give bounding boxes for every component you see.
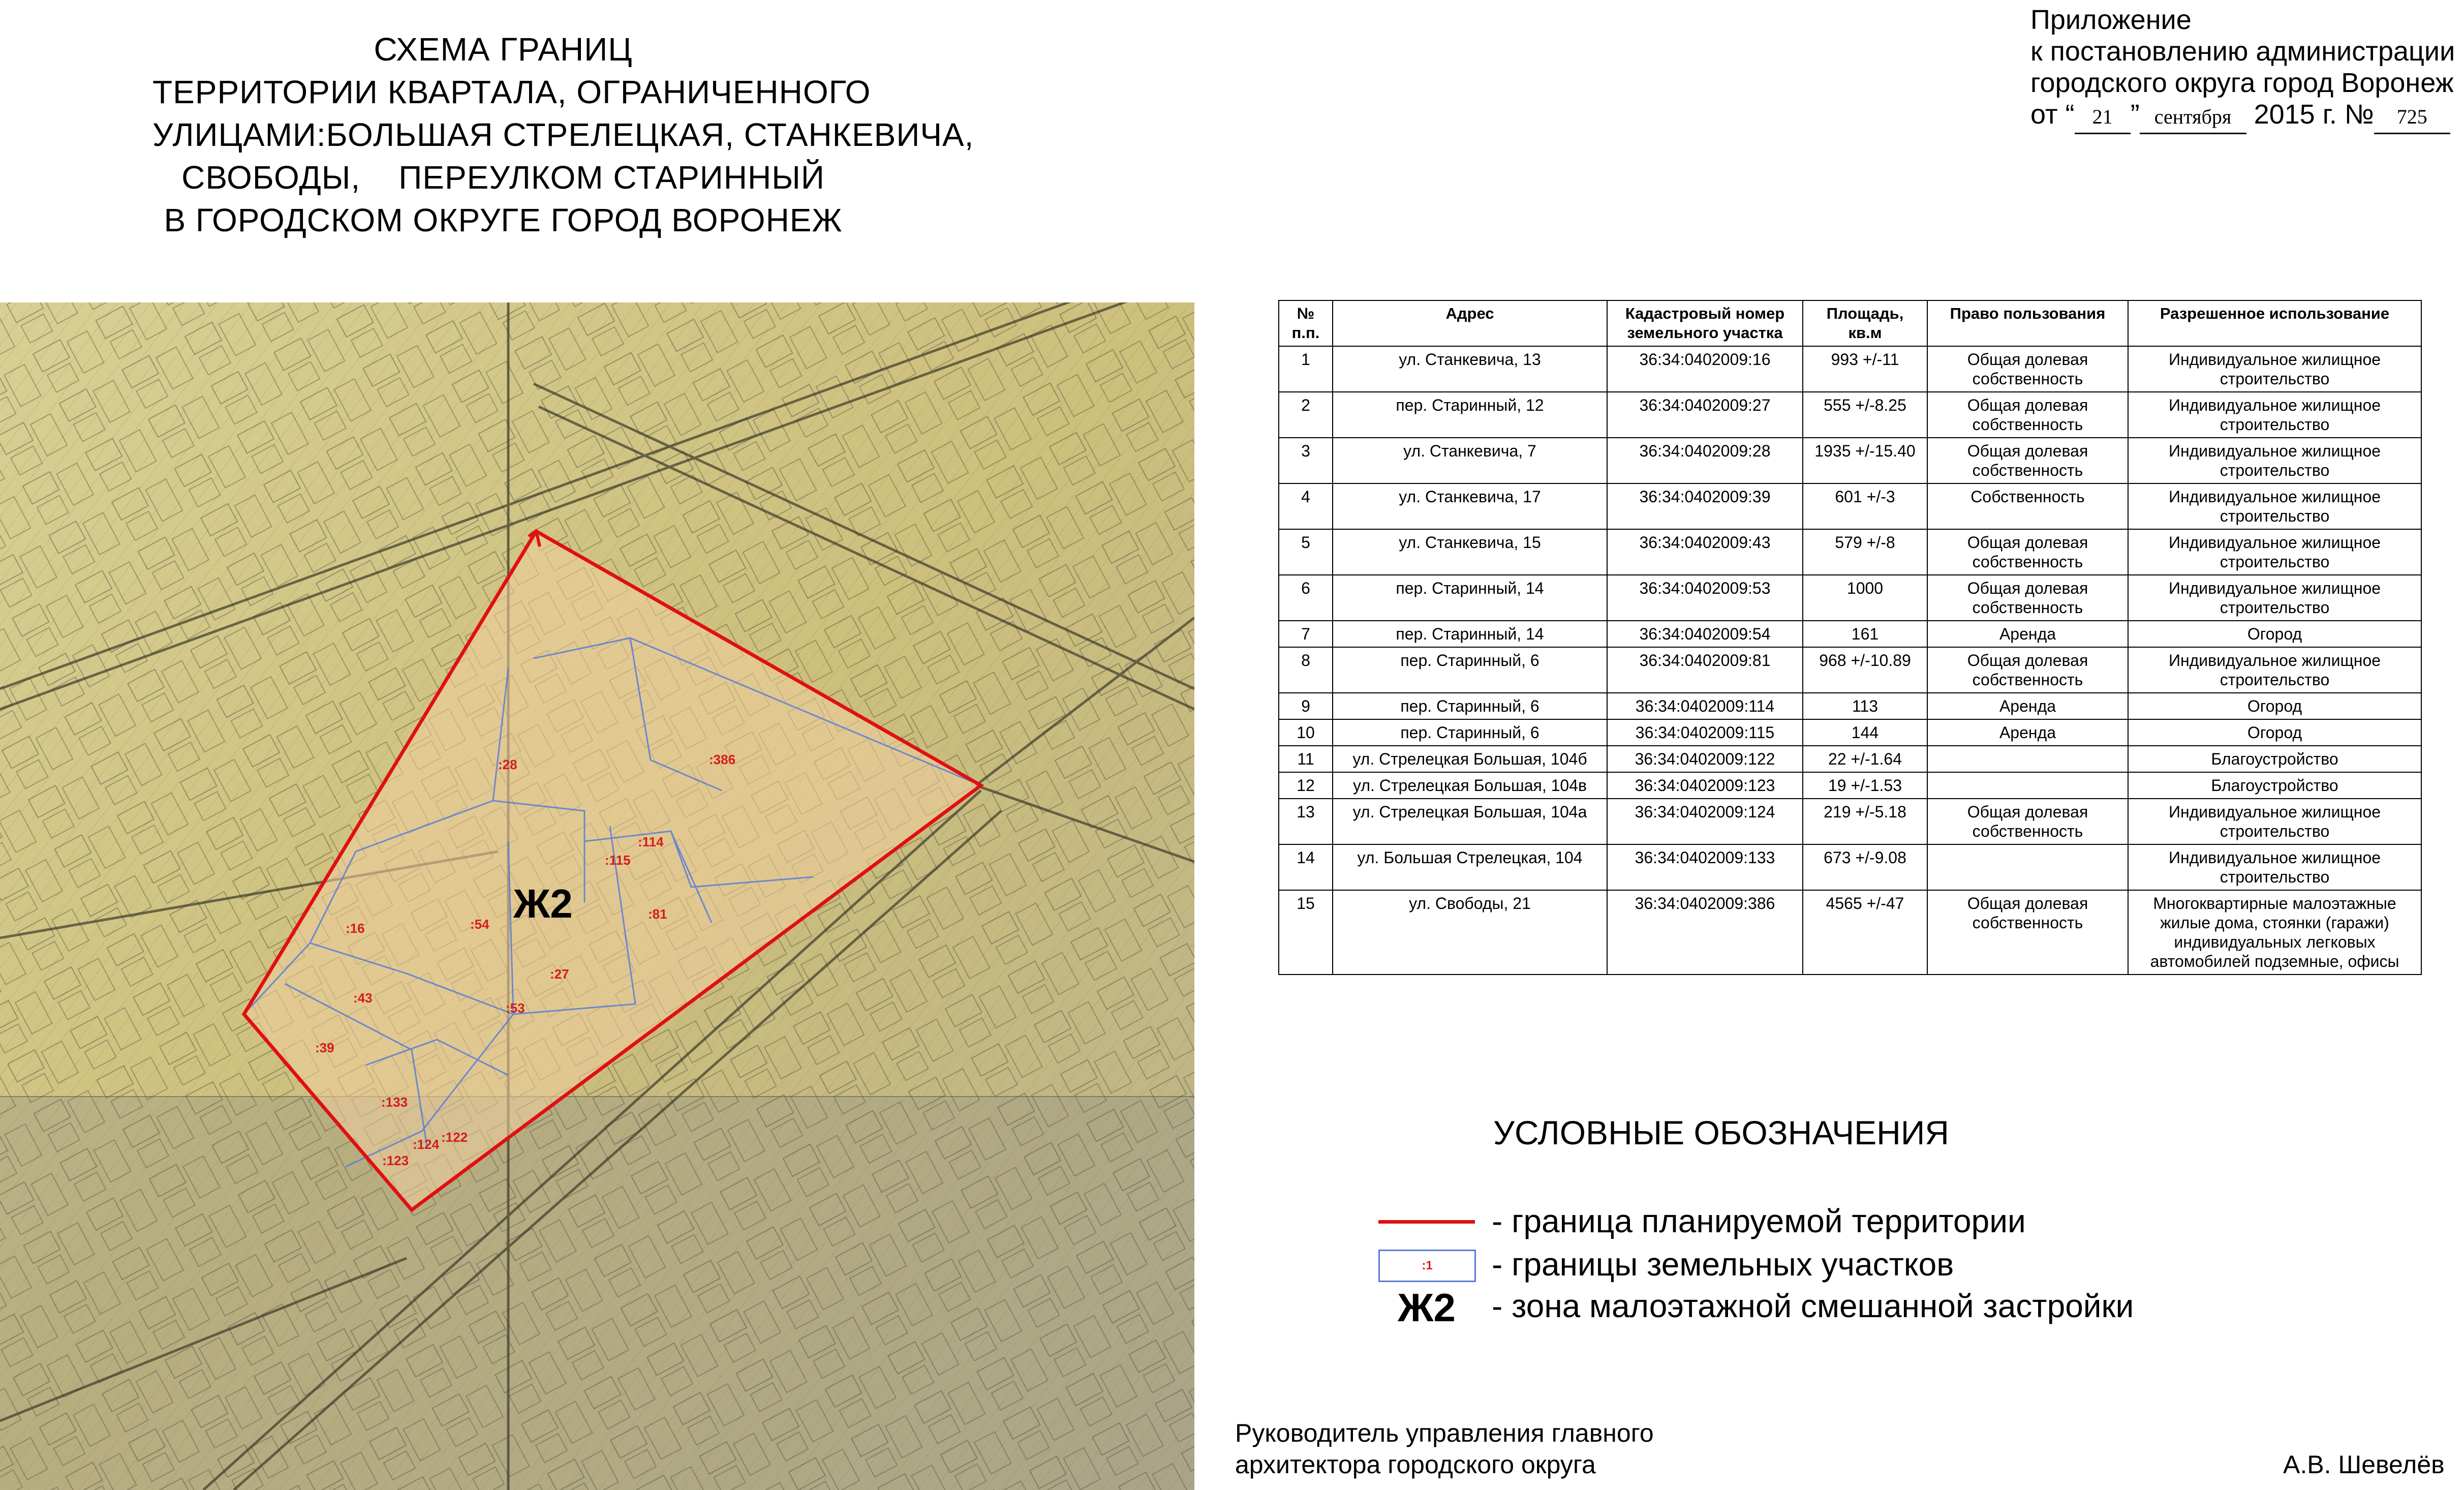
legend-boundary-text: - граница планируемой территории xyxy=(1492,1203,2026,1239)
cell: 144 xyxy=(1803,719,1927,746)
cell: Собственность xyxy=(1927,483,2128,529)
cell: ул. Стрелецкая Большая, 104б xyxy=(1333,746,1607,772)
table-row xyxy=(1279,529,2421,575)
parcels-table xyxy=(1278,300,2422,975)
cell: 36:34:0402009:16 xyxy=(1607,346,1803,392)
cell: Индивидуальное жилищное строительство xyxy=(2128,647,2421,693)
parcel-label-43: :43 xyxy=(353,990,373,1006)
cell: 2 xyxy=(1279,392,1333,438)
cell: 673 +/-9.08 xyxy=(1803,844,1927,890)
table-row xyxy=(1279,890,2421,975)
cell: 161 xyxy=(1803,621,1927,647)
table-row xyxy=(1279,746,2421,772)
cell xyxy=(1927,844,2128,890)
col-address: Адрес xyxy=(1333,300,1607,346)
cell: Индивидуальное жилищное строительство xyxy=(2128,483,2421,529)
cell: ул. Станкевича, 13 xyxy=(1333,346,1607,392)
cell: 579 +/-8 xyxy=(1803,529,1927,575)
col-number: № п.п. xyxy=(1279,300,1333,346)
cell: 5 xyxy=(1279,529,1333,575)
cell: 13 xyxy=(1279,799,1333,844)
cell: пер. Старинный, 6 xyxy=(1333,719,1607,746)
cell: 4 xyxy=(1279,483,1333,529)
cell: 1000 xyxy=(1803,575,1927,621)
cell: 6 xyxy=(1279,575,1333,621)
legend-zone-text: - зона малоэтажной смешанной застройки xyxy=(1492,1288,2134,1324)
cell: пер. Старинный, 14 xyxy=(1333,621,1607,647)
cell: Индивидуальное жилищное строительство xyxy=(2128,529,2421,575)
title-line-4: СВОБОДЫ, ПЕРЕУЛКОМ СТАРИННЫЙ xyxy=(181,159,825,196)
parcel-label-28: :28 xyxy=(498,757,517,772)
table-row xyxy=(1279,621,2421,647)
cell: 22 +/-1.64 xyxy=(1803,746,1927,772)
parcel-label-133: :133 xyxy=(381,1094,408,1110)
table-row xyxy=(1279,799,2421,844)
parcel-label-123: :123 xyxy=(382,1153,409,1168)
col-usage: Разрешенное использование xyxy=(2128,300,2421,346)
cell: ул. Станкевича, 7 xyxy=(1333,438,1607,483)
cell: пер. Старинный, 12 xyxy=(1333,392,1607,438)
parcel-label-53: :53 xyxy=(506,1000,525,1016)
cell: Аренда xyxy=(1927,719,2128,746)
appendix-month: сентября xyxy=(2140,101,2246,134)
cell: 19 +/-1.53 xyxy=(1803,772,1927,799)
col-right: Право пользования xyxy=(1927,300,2128,346)
cell: Общая долевая собственность xyxy=(1927,575,2128,621)
title-line-1: СХЕМА ГРАНИЦ xyxy=(374,31,633,68)
cell: Аренда xyxy=(1927,621,2128,647)
appendix-line-3: городского округа город Воронеж xyxy=(2030,68,2454,98)
parcel-label-115: :115 xyxy=(605,853,631,868)
cell: Индивидуальное жилищное строительство xyxy=(2128,392,2421,438)
scheme-title xyxy=(152,28,974,241)
table-row xyxy=(1279,719,2421,746)
cell: 36:34:0402009:114 xyxy=(1607,693,1803,719)
cell: 36:34:0402009:53 xyxy=(1607,575,1803,621)
cell: пер. Старинный, 6 xyxy=(1333,647,1607,693)
cell: 15 xyxy=(1279,890,1333,975)
col-area: Площадь, кв.м xyxy=(1803,300,1927,346)
cell: Огород xyxy=(2128,693,2421,719)
footer-position xyxy=(1235,1417,1654,1480)
cell: 36:34:0402009:133 xyxy=(1607,844,1803,890)
legend-boundary-symbol xyxy=(1378,1220,1475,1224)
cell: Общая долевая собственность xyxy=(1927,799,2128,844)
cell xyxy=(1927,746,2128,772)
cell: 36:34:0402009:28 xyxy=(1607,438,1803,483)
appendix-day: 21 xyxy=(2075,101,2131,134)
cell: Общая долевая собственность xyxy=(1927,392,2128,438)
cell: Общая долевая собственность xyxy=(1927,438,2128,483)
cell xyxy=(1927,772,2128,799)
cell: 8 xyxy=(1279,647,1333,693)
cell: пер. Старинный, 6 xyxy=(1333,693,1607,719)
appendix-block xyxy=(2030,4,2462,134)
cell: 4565 +/-47 xyxy=(1803,890,1927,975)
cell: Индивидуальное жилищное строительство xyxy=(2128,438,2421,483)
parcel-label-122: :122 xyxy=(441,1130,468,1145)
cell: Благоустройство xyxy=(2128,772,2421,799)
cell: 36:34:0402009:81 xyxy=(1607,647,1803,693)
table-header-row xyxy=(1279,300,2421,346)
cell: 12 xyxy=(1279,772,1333,799)
parcel-label-81: :81 xyxy=(648,906,667,922)
cell: 7 xyxy=(1279,621,1333,647)
table-row xyxy=(1279,346,2421,392)
cell: 36:34:0402009:115 xyxy=(1607,719,1803,746)
cell: 1 xyxy=(1279,346,1333,392)
footer-line-2: архитектора городского округа xyxy=(1235,1450,1596,1479)
table-row xyxy=(1279,844,2421,890)
cell: Общая долевая собственность xyxy=(1927,647,2128,693)
legend-parcel-sample: :1 xyxy=(1422,1259,1433,1272)
cell: Огород xyxy=(2128,719,2421,746)
parcel-label-39: :39 xyxy=(315,1040,334,1055)
legend-parcel-text: - границы земельных участков xyxy=(1492,1246,1954,1283)
cell: Индивидуальное жилищное строительство xyxy=(2128,844,2421,890)
appendix-line-2: к постановлению администрации xyxy=(2030,36,2455,67)
cell: Общая долевая собственность xyxy=(1927,346,2128,392)
table-row xyxy=(1279,772,2421,799)
parcels-table-wrap xyxy=(1278,300,2421,975)
cell: Огород xyxy=(2128,621,2421,647)
legend-title: УСЛОВНЫЕ ОБОЗНАЧЕНИЯ xyxy=(1493,1114,1949,1151)
title-line-5: В ГОРОДСКОМ ОКРУГЕ ГОРОД ВОРОНЕЖ xyxy=(164,202,843,238)
cell: 993 +/-11 xyxy=(1803,346,1927,392)
cell: ул. Станкевича, 17 xyxy=(1333,483,1607,529)
cell: Аренда xyxy=(1927,693,2128,719)
cell: 11 xyxy=(1279,746,1333,772)
legend-zone-sample: Ж2 xyxy=(1398,1285,1456,1330)
parcel-label-124: :124 xyxy=(413,1137,440,1152)
cell: 36:34:0402009:124 xyxy=(1607,799,1803,844)
cell: ул. Большая Стрелецкая, 104 xyxy=(1333,844,1607,890)
cell: ул. Стрелецкая Большая, 104а xyxy=(1333,799,1607,844)
cell: Индивидуальное жилищное строительство xyxy=(2128,799,2421,844)
cell: ул. Станкевича, 15 xyxy=(1333,529,1607,575)
table-row xyxy=(1279,575,2421,621)
parcel-label-16: :16 xyxy=(346,921,365,936)
table-row xyxy=(1279,438,2421,483)
appendix-line-1: Приложение xyxy=(2030,5,2192,35)
cell: Индивидуальное жилищное строительство xyxy=(2128,346,2421,392)
cell: Многоквартирные малоэтажные жилые дома, стоянки (гаражи) индивидуальных легковых автомобилей подземные, офисы xyxy=(2128,890,2421,975)
cell: 36:34:0402009:54 xyxy=(1607,621,1803,647)
cell: 113 xyxy=(1803,693,1927,719)
cell: 9 xyxy=(1279,693,1333,719)
cell: 968 +/-10.89 xyxy=(1803,647,1927,693)
legend-parcel-symbol xyxy=(1378,1250,1476,1282)
parcel-label-386: :386 xyxy=(709,752,736,767)
cell: Индивидуальное жилищное строительство xyxy=(2128,575,2421,621)
cell: Благоустройство xyxy=(2128,746,2421,772)
cell: 36:34:0402009:43 xyxy=(1607,529,1803,575)
cell: 36:34:0402009:27 xyxy=(1607,392,1803,438)
cell: ул. Стрелецкая Большая, 104в xyxy=(1333,772,1607,799)
table-row xyxy=(1279,647,2421,693)
cell: 555 +/-8.25 xyxy=(1803,392,1927,438)
cell: Общая долевая собственность xyxy=(1927,529,2128,575)
appendix-date-line xyxy=(2030,99,2462,134)
appendix-from: от “ xyxy=(2030,99,2075,130)
legend-zone-symbol xyxy=(1383,1287,1470,1328)
cell: 601 +/-3 xyxy=(1803,483,1927,529)
cell: 36:34:0402009:386 xyxy=(1607,890,1803,975)
table-row xyxy=(1279,483,2421,529)
cell: 3 xyxy=(1279,438,1333,483)
footer-signature: А.В. Шевелёв xyxy=(2283,1450,2445,1479)
appendix-quote: ” xyxy=(2130,99,2140,130)
col-cadastral: Кадастровый номер земельного участка xyxy=(1607,300,1803,346)
cell: 219 +/-5.18 xyxy=(1803,799,1927,844)
cadastral-map xyxy=(0,302,1194,1490)
zone-label-zh2: Ж2 xyxy=(513,881,573,926)
table-body xyxy=(1279,346,2421,975)
title-line-3: УЛИЦАМИ:БОЛЬШАЯ СТРЕЛЕЦКАЯ, СТАНКЕВИЧА, xyxy=(152,116,974,153)
cell: ул. Свободы, 21 xyxy=(1333,890,1607,975)
title-line-2: ТЕРРИТОРИИ КВАРТАЛА, ОГРАНИЧЕННОГО xyxy=(152,74,871,110)
cell: 36:34:0402009:123 xyxy=(1607,772,1803,799)
cell: 36:34:0402009:39 xyxy=(1607,483,1803,529)
table-row xyxy=(1279,392,2421,438)
cell: 10 xyxy=(1279,719,1333,746)
footer-line-1: Руководитель управления главного xyxy=(1235,1419,1654,1447)
cell: 1935 +/-15.40 xyxy=(1803,438,1927,483)
parcel-label-114: :114 xyxy=(638,834,664,849)
appendix-year: 2015 г. № xyxy=(2254,99,2374,130)
cell: Общая долевая собственность xyxy=(1927,890,2128,975)
cell: 14 xyxy=(1279,844,1333,890)
table-row xyxy=(1279,693,2421,719)
cell: 36:34:0402009:122 xyxy=(1607,746,1803,772)
parcel-label-54: :54 xyxy=(470,917,489,932)
appendix-number: 725 xyxy=(2374,101,2450,134)
cell: пер. Старинный, 14 xyxy=(1333,575,1607,621)
parcel-label-27: :27 xyxy=(550,966,569,982)
